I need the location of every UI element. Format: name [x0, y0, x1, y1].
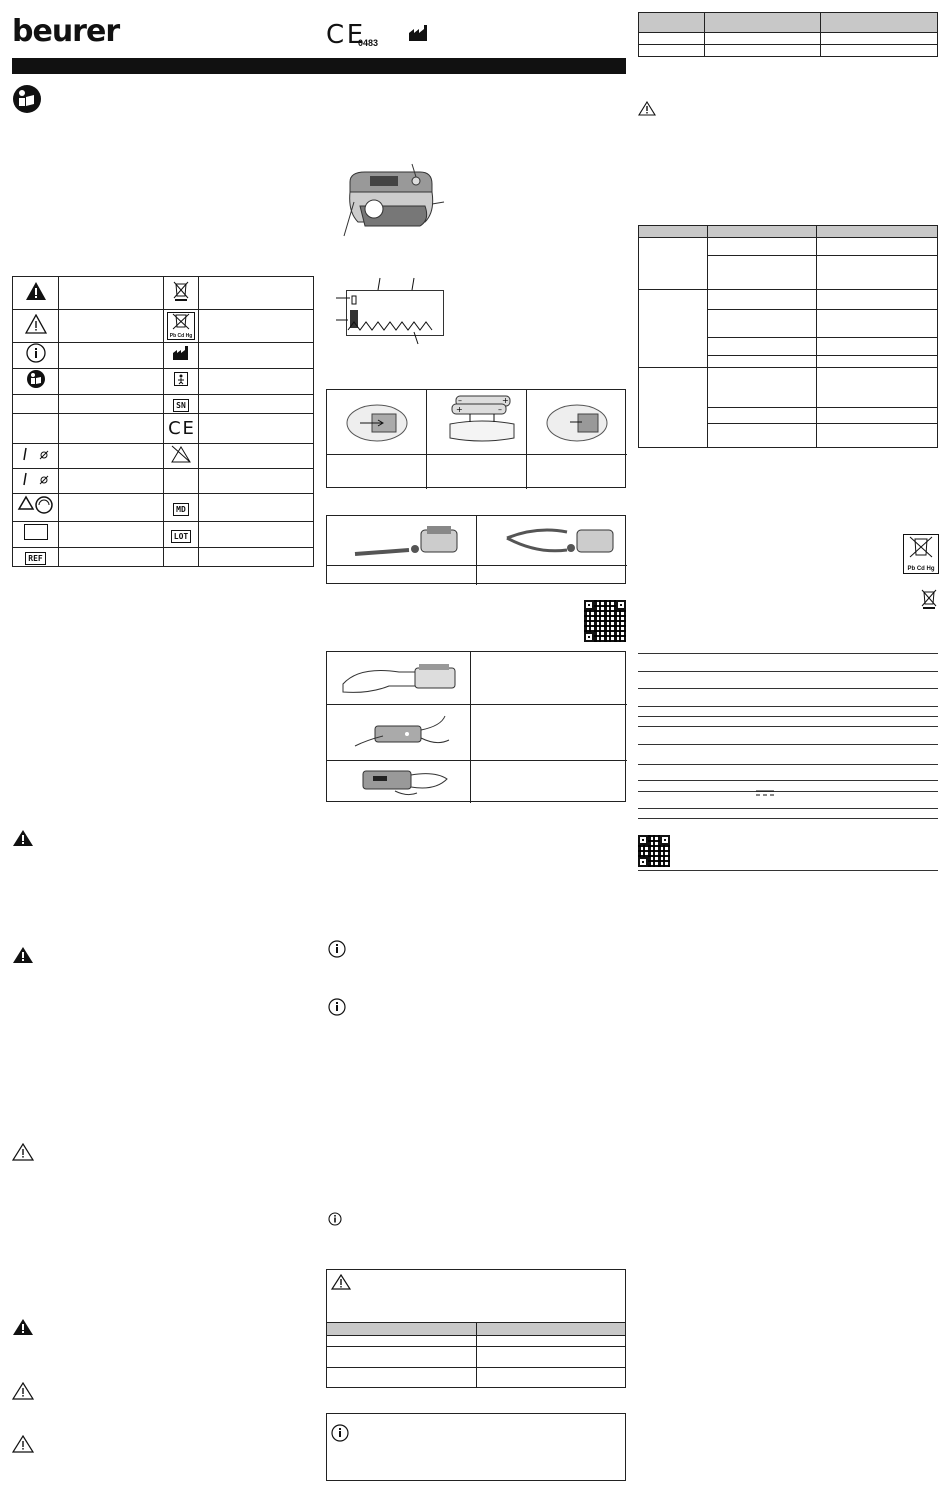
weee-bin-icon	[921, 589, 937, 614]
ce-mark-icon: C E	[164, 414, 199, 444]
caution-icon	[331, 1274, 351, 1295]
symbol-table	[12, 276, 314, 567]
display-diagram	[336, 274, 446, 350]
notified-body-number: 0483	[358, 38, 379, 48]
caution-icon	[12, 1435, 34, 1458]
do-not-reuse-icon	[171, 445, 191, 463]
battery-disposal-label: Pb Cd Hg	[169, 333, 193, 339]
battery-disposal-icon	[903, 534, 939, 574]
humidity-limit-icon	[20, 472, 52, 486]
device-on-finger-illustration	[355, 765, 455, 799]
manufacturer-icon	[408, 24, 428, 47]
device-illustration	[340, 162, 450, 247]
danger-warning-icon	[12, 946, 34, 969]
info-note-panel	[326, 1413, 626, 1481]
troubleshooting-table	[638, 225, 938, 448]
manufacturer-icon	[172, 345, 190, 361]
caution-icon	[638, 101, 656, 121]
caution-icon	[12, 1143, 34, 1166]
read-manual-icon	[12, 84, 42, 119]
battery-insertion-panel	[326, 389, 626, 488]
svg-text:–: –	[498, 405, 502, 414]
ce-mark-icon: C E	[326, 20, 364, 50]
lanyard-attach-illustration	[351, 524, 461, 560]
info-icon	[328, 940, 346, 963]
caution-table-panel	[326, 1269, 626, 1388]
danger-warning-icon	[12, 1318, 34, 1341]
qr-code	[584, 600, 626, 642]
lanyard-panel	[326, 515, 626, 584]
caution-icon	[25, 314, 47, 334]
press-button-illustration	[345, 710, 455, 754]
top-right-table	[638, 12, 938, 57]
svg-text:–: –	[458, 396, 462, 405]
blank-symbol-box	[24, 524, 48, 540]
brand-logo: beurer	[12, 14, 120, 49]
read-manual-icon	[26, 369, 46, 389]
lanyard-attached-illustration	[497, 522, 617, 560]
info-icon	[328, 1212, 342, 1231]
info-icon	[328, 998, 346, 1021]
caution-icon	[12, 1382, 34, 1405]
battery-disposal-icon	[167, 312, 195, 340]
danger-warning-icon	[12, 829, 34, 852]
finger-placement-panel	[326, 651, 626, 802]
svg-text:+: +	[502, 396, 509, 405]
info-icon	[331, 1424, 349, 1447]
reference-number-symbol: REF	[25, 552, 45, 565]
open-battery-cover-illustration	[342, 398, 412, 448]
svg-text:+: +	[456, 405, 463, 414]
separator-line	[638, 870, 938, 871]
qr-code	[638, 835, 670, 867]
insert-batteries-illustration	[442, 392, 522, 452]
danger-warning-icon	[25, 281, 47, 301]
battery-disposal-label: Pb Cd Hg	[907, 566, 935, 572]
weee-bin-icon	[173, 281, 189, 301]
info-icon	[26, 343, 46, 363]
medical-device-symbol: MD	[173, 503, 189, 516]
header-bar	[12, 58, 626, 74]
temperature-limit-icon	[20, 447, 52, 461]
applied-part-bf-icon	[174, 372, 188, 386]
dc-symbol-icon	[755, 783, 775, 801]
recycling-icon	[17, 495, 53, 515]
lot-number-symbol: LOT	[171, 530, 191, 543]
close-battery-cover-illustration	[542, 398, 612, 448]
serial-number-symbol: SN	[173, 399, 189, 412]
finger-insert-illustration	[339, 658, 463, 698]
